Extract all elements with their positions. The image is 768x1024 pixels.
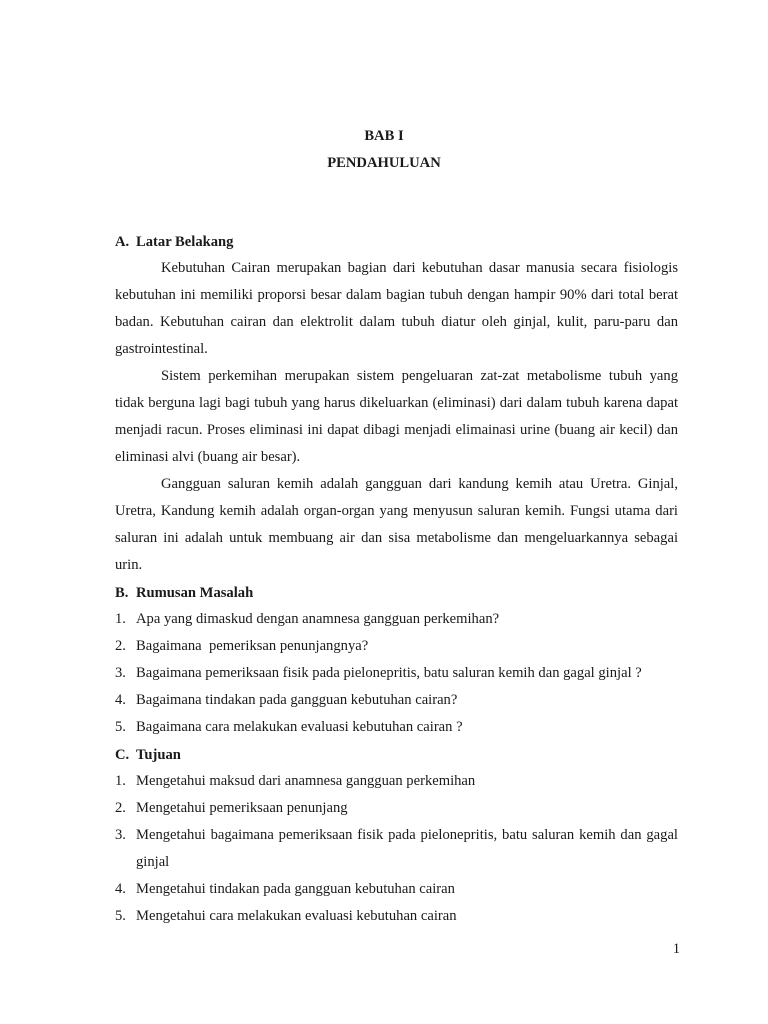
numbered-list xyxy=(115,606,678,741)
list-item xyxy=(115,768,678,795)
paragraph: Sistem perkemihan merupakan sistem pengeluaran zat-zat metabolisme tubuh yang tidak berguna lagi bagi tubuh yang harus dikeluarkan (eliminasi) dari dalam tubuh karena dapat menjadi racun. Proses eliminasi ini dapat dibagi menjadi elimainasi urine (buang air kecil) dan eliminasi alvi (buang air besar). xyxy=(115,368,678,465)
list-item xyxy=(115,822,678,876)
list-number: 1. xyxy=(115,611,126,627)
list-text: Mengetahui cara melakukan evaluasi kebutuhan cairan xyxy=(136,908,457,924)
list-text: Mengetahui maksud dari anamnesa gangguan perkemihan xyxy=(136,773,476,789)
paragraph: Kebutuhan Cairan merupakan bagian dari kebutuhan dasar manusia secara fisiologis kebutuhan ini memiliki proporsi besar dalam bagian tubuh dengan hampir 90% dari total berat badan. Kebutuhan cairan dan elektrolit dalam tubuh diatur oleh ginjal, kulit, paru-paru dan gastrointestinal. xyxy=(115,260,678,357)
list-number: 4. xyxy=(115,881,126,897)
section-letter: A. xyxy=(115,234,130,250)
list-number: 3. xyxy=(115,665,126,681)
page-number: 1 xyxy=(672,941,680,957)
list-text: Bagaimana pemeriksaan fisik pada pielonepritis, batu saluran kemih dan gagal ginjal ? xyxy=(136,665,642,681)
list-text: Bagaimana pemeriksan penunjangnya? xyxy=(136,638,369,654)
list-text: Apa yang dimaskud dengan anamnesa gangguan perkemihan? xyxy=(136,611,500,627)
list-number: 5. xyxy=(115,719,126,735)
list-text: Mengetahui pemeriksaan penunjang xyxy=(136,800,348,816)
list-item xyxy=(115,903,678,930)
list-number: 2. xyxy=(115,638,126,654)
section-title: Latar Belakang xyxy=(136,234,234,250)
list-item xyxy=(115,714,678,741)
section-letter: C. xyxy=(115,747,130,763)
chapter-number: BAB I xyxy=(364,128,404,144)
document-body xyxy=(115,233,678,935)
list-number: 3. xyxy=(115,827,126,843)
list-text: Mengetahui tindakan pada gangguan kebutuhan cairan xyxy=(136,881,455,897)
list-text: Bagaimana cara melakukan evaluasi kebutuhan cairan ? xyxy=(136,719,463,735)
numbered-list xyxy=(115,768,678,930)
list-item xyxy=(115,876,678,903)
list-item xyxy=(115,633,678,660)
list-item xyxy=(115,687,678,714)
paragraph: Gangguan saluran kemih adalah gangguan dari kandung kemih atau Uretra. Ginjal, Uretra, Kandung kemih adalah organ-organ yang menyusun saluran kemih. Fungsi utama dari saluran ini adalah untuk membuang air dan sisa metabolisme dan mengeluarkannya sebagai urin. xyxy=(115,476,678,573)
list-number: 4. xyxy=(115,692,126,708)
section-letter: B. xyxy=(115,585,129,601)
section-title: Tujuan xyxy=(136,747,181,763)
list-number: 1. xyxy=(115,773,126,789)
list-item xyxy=(115,795,678,822)
list-text: Bagaimana tindakan pada gangguan kebutuhan cairan? xyxy=(136,692,458,708)
list-text: Mengetahui bagaimana pemeriksaan fisik pada pielonepritis, batu saluran kemih dan gagal ginjal xyxy=(136,827,678,870)
list-item xyxy=(115,660,678,687)
list-item xyxy=(115,606,678,633)
list-number: 5. xyxy=(115,908,126,924)
list-number: 2. xyxy=(115,800,126,816)
chapter-title: PENDAHULUAN xyxy=(327,155,441,171)
section-title: Rumusan Masalah xyxy=(136,585,254,601)
